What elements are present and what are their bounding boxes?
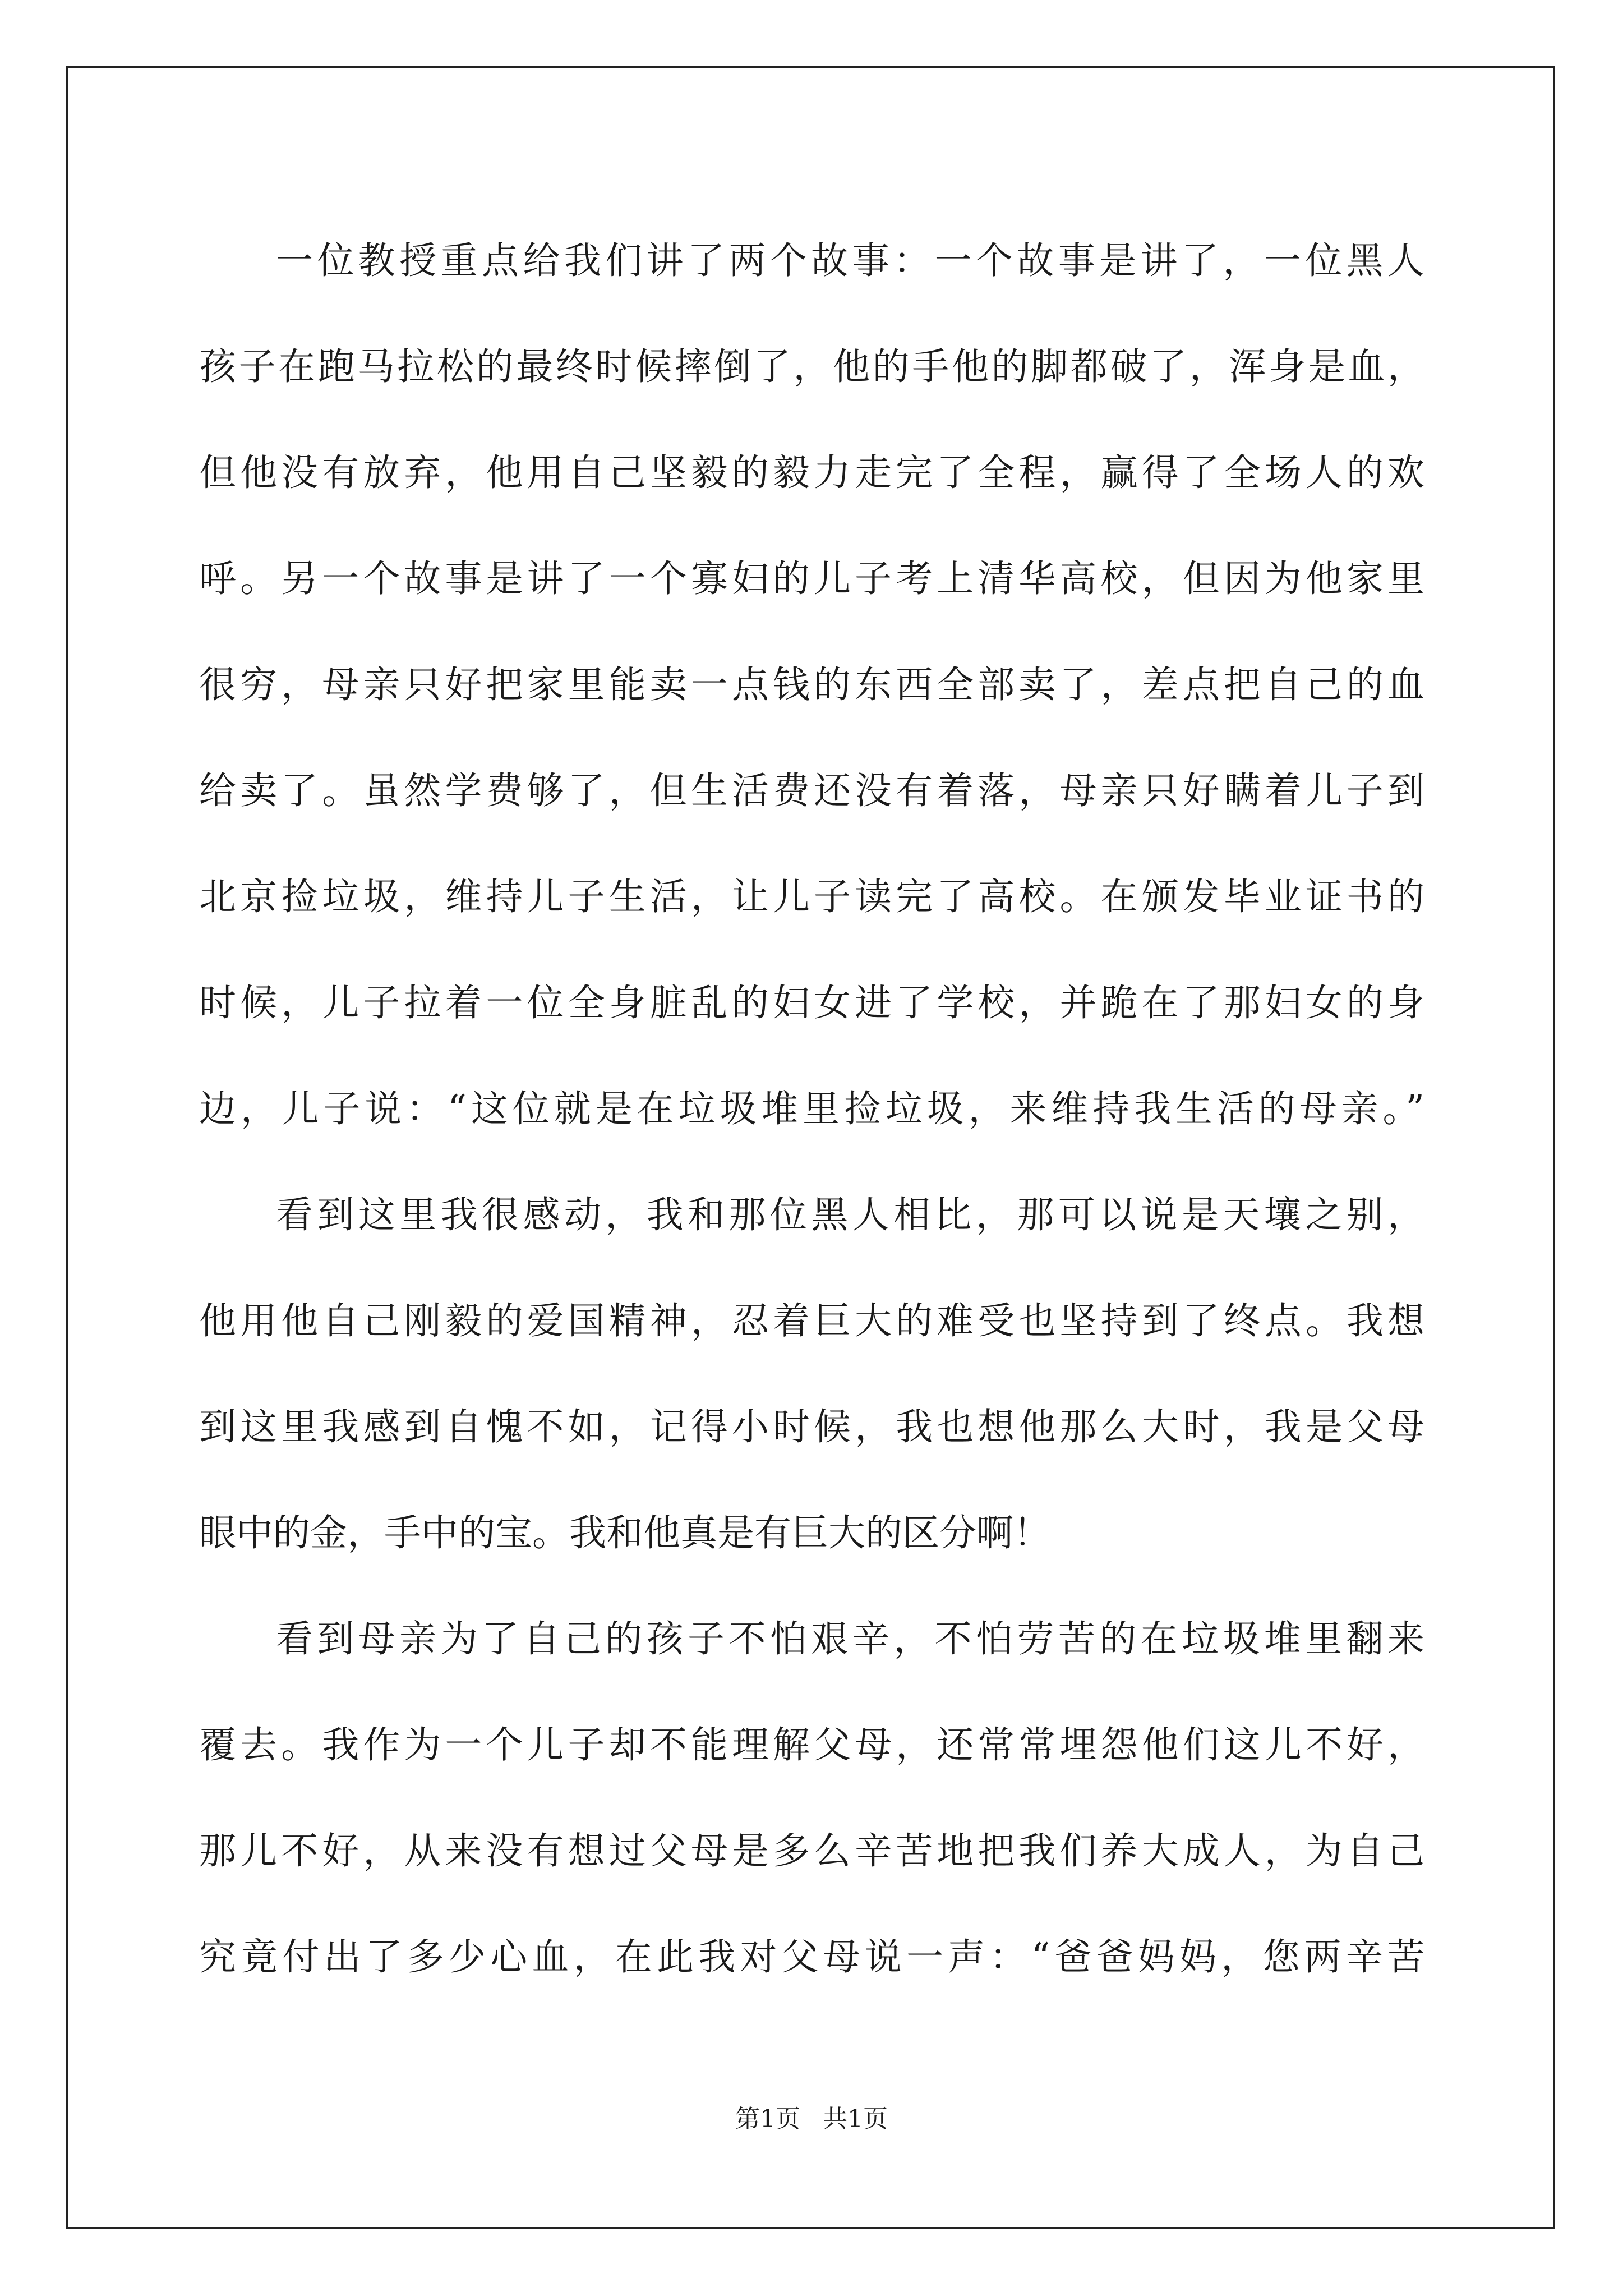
text-line: 边，儿子说：“这位就是在垃圾堆里捡垃圾，来维持我生活的母亲。”: [199, 1087, 1424, 1130]
text-line: 一位教授重点给我们讲了两个故事：一个故事是讲了，一位黑人: [276, 239, 1424, 282]
text-line: 究竟付出了多少心血，在此我对父母说一声：“爸爸妈妈，您两辛苦: [199, 1935, 1424, 1978]
page-total: 共1页: [823, 2105, 888, 2133]
text-line: 那儿不好，从来没有想过父母是多么辛苦地把我们养大成人，为自己: [199, 1829, 1424, 1872]
text-line: 很穷，母亲只好把家里能卖一点钱的东西全部卖了，差点把自己的血: [199, 663, 1424, 706]
document-body: [199, 208, 1424, 2010]
text-line: 呼。另一个故事是讲了一个寡妇的儿子考上清华高校，但因为他家里: [199, 557, 1424, 600]
text-line: 覆去。我作为一个儿子却不能理解父母，还常常埋怨他们这儿不好，: [199, 1723, 1424, 1766]
text-line: 看到母亲为了自己的孩子不怕艰辛，不怕劳苦的在垃圾堆里翻来: [276, 1617, 1424, 1660]
text-line: 时候，儿子拉着一位全身脏乱的妇女进了学校，并跪在了那妇女的身: [199, 981, 1424, 1024]
page-footer: [0, 2102, 1623, 2136]
text-line: 到这里我感到自愧不如，记得小时候，我也想他那么大时，我是父母: [199, 1405, 1424, 1448]
text-line: 他用他自己刚毅的爱国精神，忍着巨大的难受也坚持到了终点。我想: [199, 1299, 1424, 1342]
text-line: 眼中的金，手中的宝。我和他真是有巨大的区分啊！: [199, 1511, 1050, 1554]
text-line: 给卖了。虽然学费够了，但生活费还没有着落，母亲只好瞒着儿子到: [199, 769, 1424, 812]
text-line: 北京捡垃圾，维持儿子生活，让儿子读完了高校。在颁发毕业证书的: [199, 875, 1424, 918]
text-line: 但他没有放弃，他用自己坚毅的毅力走完了全程，赢得了全场人的欢: [199, 451, 1424, 494]
text-line: 孩子在跑马拉松的最终时候摔倒了，他的手他的脚都破了，浑身是血，: [199, 345, 1424, 388]
page-number: 第1页: [735, 2105, 800, 2133]
text-line: 看到这里我很感动，我和那位黑人相比，那可以说是天壤之别，: [276, 1193, 1424, 1236]
